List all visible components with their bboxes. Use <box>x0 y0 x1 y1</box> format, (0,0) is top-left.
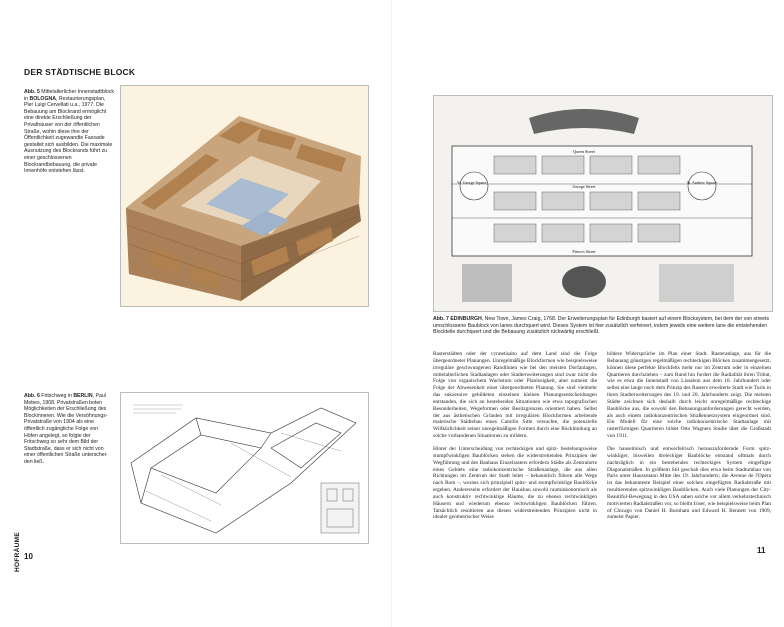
map-label-queen-street: Queen Street <box>573 149 595 154</box>
fig7-label: Abb. 7 <box>433 316 449 322</box>
body-col1-para2: Hinter der Unterscheidung von rechteckigen und spitz- bestehungsweise stumpfwinkligen Baublöcken stehen die widerstreitenden Prinzipien der Wegführung und des Bauhaus Einzelrasters erfordern Städte als Zentralorte eines Gebiets eine radiokonzentrische Straßenanlage, die aus allen Richtungen im Zentrum der Stadt leitet – bekanntlich führen alle Wege nach Rom –, woraus sich prinzipiell spitz- und stumpfwinklige Baublöcke ergeben. Andererseits erfordert der Hausbau sowohl rauminkonomisch als auch konstruktiv rechtwinklige Räume, die zu ebenso rechtwinkligen Häusern und wiederum ebenso rechtwinkligen Baublöcken führen. Tatsächlich resultieren aus diesen widerstreitenden Prinzipien nicht in idealer geometrischer Weise <box>433 445 597 521</box>
fig6-text: , Paul Mebes, 1908. Privatstraßen boten Möglichkeiten der Erschließung des Blockinneren. Wie die Versöhnungs-Privatstraße von 1904 als eine öffentlich zugängliche Folge von Höfen angelegt, so folgte der Fritschweg so sehr dem Bild der Stadtstraße, dass er sich nicht von einer öffentlichen Straße unterscheiden ließ. <box>24 393 108 465</box>
fig7-caption <box>433 316 771 336</box>
map-label-st-george-square: St. George Square <box>457 180 487 185</box>
chapter-side-label: HOFRÄUME <box>14 532 21 572</box>
fig6-label: Abb. 6 <box>24 393 40 399</box>
fig7-text: , New Town, James Craig, 1768. Der Erweiterungsplan für Edinburgh basiert auf einem Blocksystem, bei dem der von streets umschlossene Baublock von lanes durchquert wird. Dieses System ist hier zusätzlich verfeinert, indem jeweils eine weitere lane die entstehenden Blockteile durchquert und die Bebauung zusätzlich rückwärtig erschließt. <box>433 316 770 336</box>
section-title: DER STÄDTISCHE BLOCK <box>24 67 136 77</box>
fig6-city: BERLIN <box>73 393 93 399</box>
fig5-lead: Mittelalterlicher Innenstadtblock in <box>24 89 114 102</box>
body-column-2 <box>607 351 771 527</box>
map-label-george-street: George Street <box>572 184 596 189</box>
page-number-right: 11 <box>757 546 766 555</box>
edinburgh-new-town-plan <box>433 95 773 312</box>
body-col2-para1: bildere Widersprüche im Plan einer Stadt. Rasteranlage, aus für die Bebauung günstigen regelmäßigen rechteckigen Blöcken zusammengesetzt, können diese perfekte Blockfelts mehr nur im Zentrum oder in einzelnen Quartieren durchziehen – zum Rund hin fordert die Radialität ihren Tribut, wie es etwa die Innenstadt von Lissabon aus dem 18. Jahrhundert oder selbst eine lange noch dem Prinzip des Rasters erweiterte Stadt wie Turin in ihren Stadterweiterungen des 19. und 20. Jahrhunderts zeigt. Die meisten Städte zeichnen sich deshalb durch leicht unregelmäßige rechteckige Baublöcke aus, die sowohl den Bebauungsanforderungen gerecht werden, als auch einem radiokonzentrischen Straßennetzsystem eingeordnet sind. Ein Modell für eine solche radiokonzentrische Stadtanlage mit rasterförmigen Quartieren bildet Otto Wagners Studie über die Großstadt von 1911. <box>607 351 771 440</box>
fig5-caption <box>24 89 114 175</box>
body-col1-para1: Rasterstädten oder der cynnetisabo auf dem Land sind die Folge übergeordneter Planungen. Unregelmäßige Blockformen wie beispielsweise irreguläre geschwungenen Randlinien wie bei den meisten Dorfanlagen, mittelalterlichen Stadtanlagen oder Stadterweiterungen sind zwar nicht die Folge von organischem Wachstum oder Planlosigkeit, aber zumeist die Folge der Abwesenheit einer übergeordneten Planung. Sie sind vielmehr das sukzessive gebildeten einzelnen kleinen Planungsentscheidungen entstanden, die sich an bestehenden Situationen wie etwa topografischen Besonderheiten, Wegeformen oder Besitzgrenzen orientiert haben. Selbst der aus ästhetischen Gründen mit irregulären Blockformen arbeitende malerische Städtebau eines Camillo Sitte versuchte, die potenzielle Willkürlichkeit seiner unregelmäßigen Formen durch eine Rückbindung an solche vorhandenen Situationen zu mildern. <box>433 351 597 440</box>
fig5-text: , Restaurierungsplan, Pier Luigi Cervellati u.a., 1977. Die Bebauung am Blockrand ermöglicht eine direkte Erschließung der Privathäuser von der öffentlichen Straße, wohin diese ihre der Öffentlichkeit zugewandte Fassade gestaltet sich ausbilden. Die maximale Ausnutzung des Blockrands führt zu einer geschlossenen Blockrandbebauung, die private Innenhöfe entstehen lässt. <box>24 95 113 175</box>
fig5-city: BOLOGNA <box>29 95 56 102</box>
fig7-city: EDINBURGH <box>450 316 482 322</box>
berlin-fritschweg-drawing <box>120 392 369 544</box>
fig6-caption <box>24 393 110 466</box>
body-column-1 <box>433 351 597 527</box>
map-label-princes-street: Princes Street <box>572 249 596 254</box>
bologna-block-illustration <box>120 85 369 307</box>
fig5-label: Abb. 5 <box>24 89 40 95</box>
page-gutter <box>391 0 392 627</box>
fig6-lead: Fritschweg in <box>39 393 74 399</box>
map-label-st-andrew-square: St. Andrew Square <box>686 180 718 185</box>
body-col2-para2: Die hauseitnisch und entwerfelrisch herauszufordernde Form spitzwinkliger, bisweilen dreieckiger Baublöcke entstand oftmals durch nachträglich in ein bestehendes rechteckiges System eingefügte Diagonalstraßen. In größtem Stil geschah dies etwa beim Stadtumbau von Paris unter Haussmann Mitte des 19. Jahrhunderts; die Avenue de l'Opéra ist das bekannteste Beispiel einer solchen eingefügten Radialstraße mit resultierenden spitzwinkligen Baublöcken. Auch viele Planungen der City-Beautiful-Bewegung in den USA sahen solche vor allem verkehrstechnisch motivierten Radialstraßen vor, so bleibt Iriser, wie beispielsweise beim Plan of Chicago von Daniel H. Burnham und Edward H. Bennett von 1909, zumeist Papier. <box>607 445 771 521</box>
page-number-left: 10 <box>24 552 33 561</box>
